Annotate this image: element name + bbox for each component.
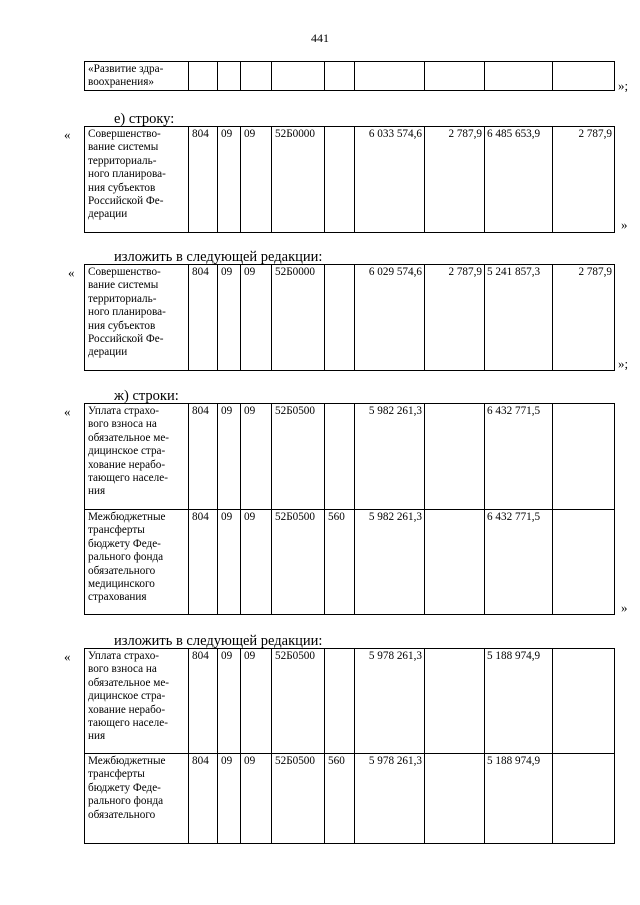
- section-heading: е) строку:: [114, 111, 175, 127]
- cell-section-code: 09: [218, 510, 241, 615]
- row-name: Межбюджетные трансферты бюджету Феде- рального фонда обязательного: [85, 754, 189, 844]
- cell-amount-1: 5 978 261,3: [355, 754, 425, 844]
- cell-amount-3: 6 485 653,9: [485, 127, 553, 233]
- cell-subsection-code: [241, 62, 272, 91]
- table-row: [85, 649, 615, 754]
- row-name: Уплата страхо- вого взноса на обязательное ме- дицинское стра- хование нерабо- тающего населе- ния: [85, 404, 189, 510]
- cell-amount-1: [355, 62, 425, 91]
- cell-ministry-code: 804: [189, 754, 218, 844]
- cell-ministry-code: 804: [189, 510, 218, 615]
- cell-amount-3: 5 188 974,9: [485, 649, 553, 754]
- row-name: Совершенство- вание системы территориаль- ного планирова- ния субъектов Российской Фе- дерации: [85, 265, 189, 371]
- cell-amount-3: 6 432 771,5: [485, 510, 553, 615]
- cell-amount-3: [485, 62, 553, 91]
- row-name: Уплата страхо- вого взноса на обязательное ме- дицинское стра- хование нерабо- тающего населе- ния: [85, 649, 189, 754]
- cell-section-code: 09: [218, 127, 241, 233]
- cell-subsection-code: 09: [241, 265, 272, 371]
- section-heading: изложить в следующей редакции:: [114, 249, 323, 265]
- cell-amount-4: 2 787,9: [553, 127, 615, 233]
- close-quote: »: [621, 600, 628, 615]
- row-name: Межбюджетные трансферты бюджету Феде- рального фонда обязательного медицинского страхования: [85, 510, 189, 615]
- cell-amount-4: [553, 404, 615, 510]
- row-name: Совершенство- вание системы территориаль- ного планирова- ния субъектов Российской Фе- дерации: [85, 127, 189, 233]
- open-quote: «: [64, 649, 71, 664]
- table-row: [85, 404, 615, 510]
- cell-amount-1: 5 982 261,3: [355, 510, 425, 615]
- cell-target-article: 52Б0500: [272, 404, 325, 510]
- cell-target-article: [272, 62, 325, 91]
- close-quote: »: [621, 217, 628, 232]
- cell-section-code: 09: [218, 649, 241, 754]
- cell-subsection-code: 09: [241, 754, 272, 844]
- open-quote: «: [68, 265, 75, 280]
- cell-expense-type: 560: [325, 754, 355, 844]
- cell-amount-4: [553, 754, 615, 844]
- cell-amount-1: 6 033 574,6: [355, 127, 425, 233]
- page-number: 441: [311, 31, 329, 45]
- cell-amount-3: 5 188 974,9: [485, 754, 553, 844]
- cell-amount-2: 2 787,9: [425, 127, 485, 233]
- cell-ministry-code: 804: [189, 265, 218, 371]
- cell-expense-type: [325, 404, 355, 510]
- cell-expense-type: [325, 265, 355, 371]
- table-row: [85, 62, 615, 91]
- table-section-e-new: [84, 264, 615, 371]
- cell-amount-1: 6 029 574,6: [355, 265, 425, 371]
- cell-amount-2: 2 787,9: [425, 265, 485, 371]
- cell-amount-4: 2 787,9: [553, 265, 615, 371]
- table-row: [85, 754, 615, 844]
- table-row: [85, 510, 615, 615]
- close-quote: »;: [618, 78, 629, 93]
- cell-section-code: [218, 62, 241, 91]
- table-row: [85, 265, 615, 371]
- cell-ministry-code: [189, 62, 218, 91]
- cell-amount-2: [425, 754, 485, 844]
- cell-ministry-code: 804: [189, 404, 218, 510]
- cell-amount-4: [553, 62, 615, 91]
- cell-target-article: 52Б0000: [272, 127, 325, 233]
- cell-expense-type: [325, 62, 355, 91]
- close-quote: »;: [618, 356, 629, 371]
- table-continuation: [84, 61, 615, 91]
- cell-target-article: 52Б0500: [272, 754, 325, 844]
- open-quote: «: [64, 404, 71, 419]
- cell-subsection-code: 09: [241, 510, 272, 615]
- cell-subsection-code: 09: [241, 649, 272, 754]
- table-section-e: [84, 126, 615, 233]
- cell-expense-type: 560: [325, 510, 355, 615]
- cell-target-article: 52Б0500: [272, 649, 325, 754]
- cell-amount-1: 5 978 261,3: [355, 649, 425, 754]
- cell-subsection-code: 09: [241, 127, 272, 233]
- cell-ministry-code: 804: [189, 649, 218, 754]
- cell-amount-4: [553, 649, 615, 754]
- table-section-zh: [84, 403, 615, 615]
- cell-ministry-code: 804: [189, 127, 218, 233]
- cell-target-article: 52Б0500: [272, 510, 325, 615]
- section-heading: ж) строки:: [114, 388, 179, 404]
- cell-amount-2: [425, 404, 485, 510]
- table-row: [85, 127, 615, 233]
- open-quote: «: [64, 127, 71, 142]
- cell-amount-3: 6 432 771,5: [485, 404, 553, 510]
- cell-amount-2: [425, 649, 485, 754]
- cell-section-code: 09: [218, 404, 241, 510]
- row-name: «Развитие здра- воохранения»: [85, 62, 189, 91]
- cell-amount-2: [425, 510, 485, 615]
- cell-expense-type: [325, 127, 355, 233]
- cell-amount-4: [553, 510, 615, 615]
- cell-section-code: 09: [218, 754, 241, 844]
- cell-amount-3: 5 241 857,3: [485, 265, 553, 371]
- cell-section-code: 09: [218, 265, 241, 371]
- cell-subsection-code: 09: [241, 404, 272, 510]
- table-section-zh-new: [84, 648, 615, 844]
- cell-amount-1: 5 982 261,3: [355, 404, 425, 510]
- cell-amount-2: [425, 62, 485, 91]
- cell-expense-type: [325, 649, 355, 754]
- section-heading: изложить в следующей редакции:: [114, 633, 323, 649]
- cell-target-article: 52Б0000: [272, 265, 325, 371]
